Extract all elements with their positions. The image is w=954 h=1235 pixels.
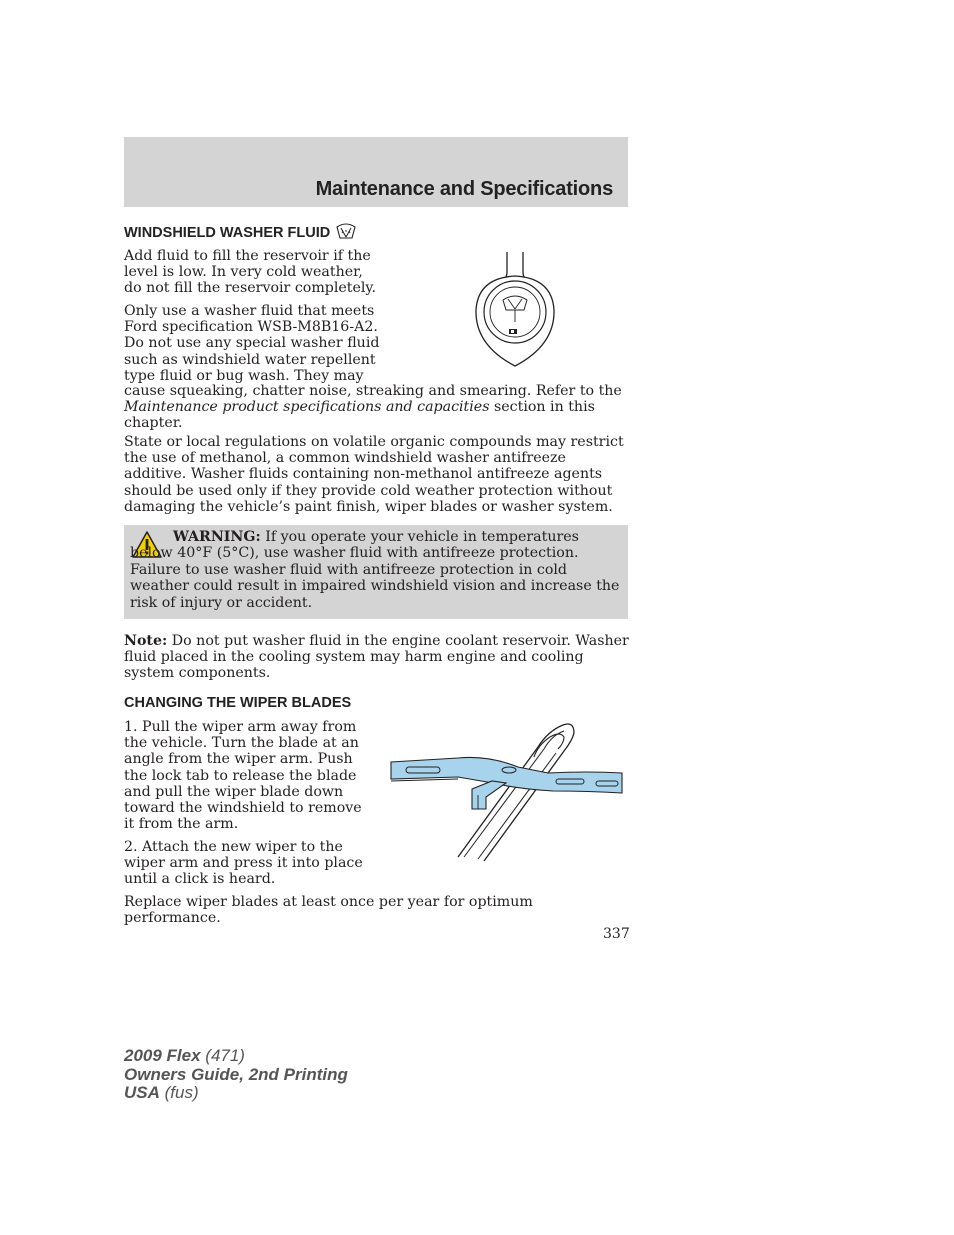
warning-box [124, 525, 628, 619]
warning-label: WARNING: [173, 529, 261, 545]
note-body: Do not put washer fluid in the engine coolant reservoir. Washer fluid placed in the cooling system may harm engine and cooling system components. [124, 633, 629, 682]
paragraph-replace-blades: Replace wiper blades at least once per year for optimum performance. [124, 894, 533, 927]
washer-fluid-icon [335, 222, 357, 240]
footer-line-1 [124, 1047, 348, 1066]
page-title: Maintenance and Specifications [315, 178, 613, 200]
header-band [124, 137, 628, 207]
paragraph-voc-regulations: State or local regulations on volatile organic compounds may restrict the use of methanol, a common windshield washer antifreeze additive. Washer fluids containing non-methanol antifreeze agents should be used only if they provide cold weather protection without damaging the vehicle’s paint finish, wiper blades or washer system. [124, 434, 624, 515]
paragraph-step-1: 1. Pull the wiper arm away from the vehicle. Turn the blade at an angle from the wiper arm. Push the lock tab to release the blade and pull the wiper blade down toward the windshield to remove it from the arm. [124, 719, 362, 833]
section-heading-washer-fluid [124, 222, 357, 241]
footer-edition-info [124, 1047, 348, 1103]
note-label: Note: [124, 633, 168, 649]
paragraph-step-2: 2. Attach the new wiper to the wiper arm and press it into place until a click is heard. [124, 839, 363, 888]
paragraph-washer-spec-continued [124, 383, 629, 432]
section-heading-text: WINDSHIELD WASHER FLUID [124, 225, 331, 241]
footer-line-3 [124, 1084, 348, 1103]
footer-line-2 [124, 1066, 348, 1085]
paragraph-washer-spec: Only use a washer fluid that meets Ford specification WSB-M8B16-A2. Do not use any special washer fluid such as windshield water repellent type fluid or bug wash. They may [124, 303, 380, 384]
footer-market: USA [124, 1083, 160, 1102]
spec-text-start: cause squeaking, chatter noise, streaking and smearing. Refer to the [124, 383, 622, 399]
page-number: 337 [603, 926, 630, 942]
footer-market-code: (fus) [159, 1083, 199, 1102]
wiper-blade-illustration [388, 717, 624, 863]
spec-text-end: section in this chapter. [124, 399, 595, 432]
note-paragraph [124, 633, 629, 682]
warning-text [130, 529, 620, 611]
footer-model: 2009 Flex [124, 1046, 201, 1065]
section-heading-wiper-blades: CHANGING THE WIPER BLADES [124, 695, 352, 711]
paragraph-add-fluid: Add fluid to fill the reservoir if the level is low. In very cold weather, do not fill the reservoir completely. [124, 248, 377, 297]
footer-printing: Owners Guide, 2nd Printing [124, 1064, 348, 1084]
warning-body: If you operate your vehicle in temperatures below 40°F (5°C), use washer fluid with antifreeze protection. Failure to use washer fluid with antifreeze protection in cold weather could result in impaired windshield vision and increase the risk of injury or accident. [130, 529, 620, 611]
washer-reservoir-cap-illustration [470, 250, 560, 368]
footer-model-code: (471) [200, 1046, 245, 1065]
spec-section-reference: Maintenance product specifications and capacities [124, 399, 490, 416]
